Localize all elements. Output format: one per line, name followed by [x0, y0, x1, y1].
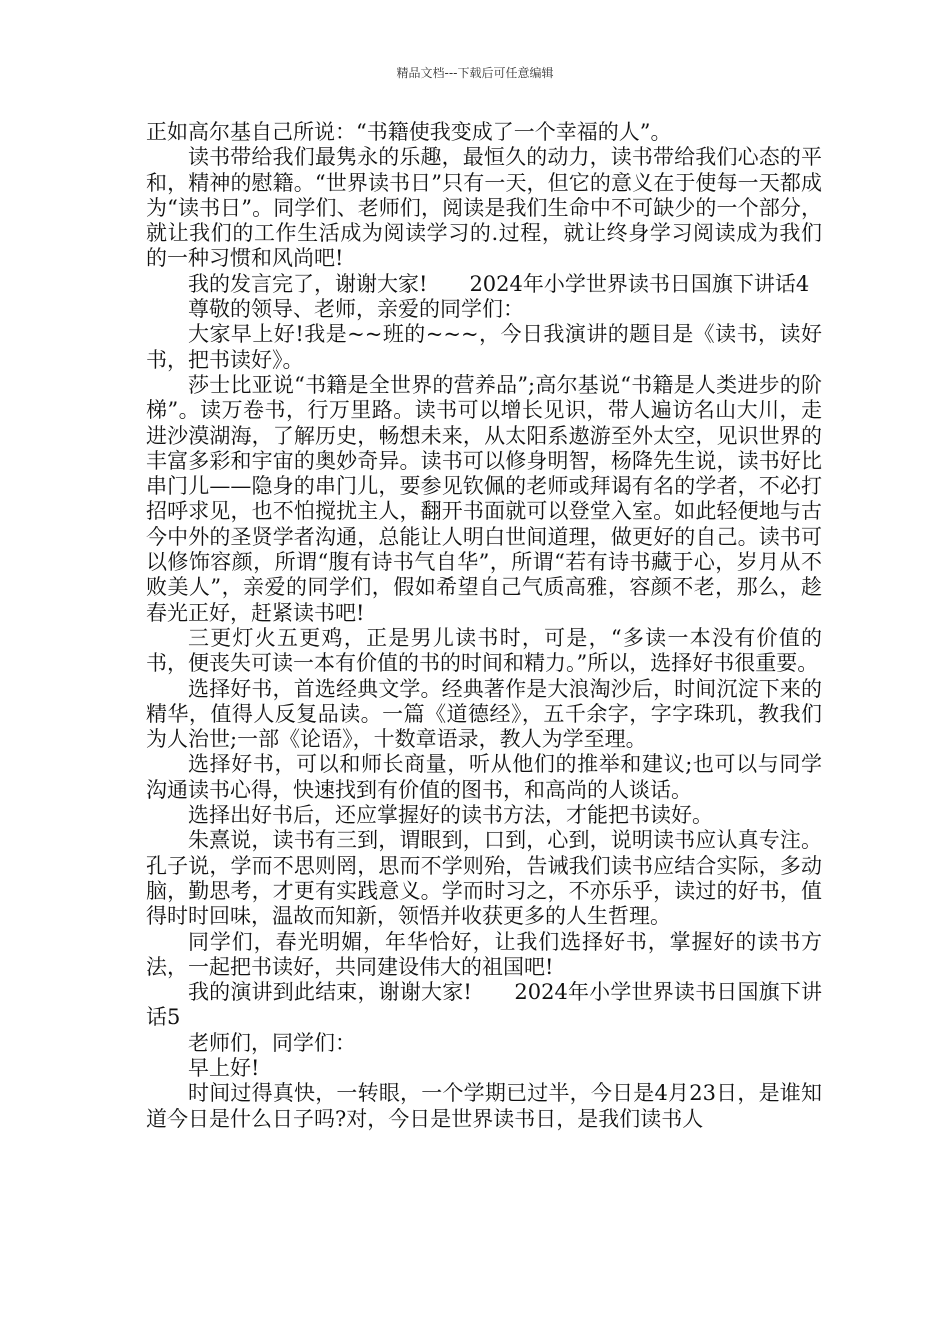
- paragraph: 选择好书，可以和师长商量，听从他们的推举和建议;也可以与同学沟通读书心得，快速找到有价值的图书，和高尚的人谈话。: [146, 752, 822, 802]
- paragraph: 朱熹说，读书有三到，谓眼到，口到，心到，说明读书应认真专注。孔子说，学而不思则罔，思而不学则殆，告诫我们读书应结合实际，多动脑，勤思考，才更有实践意义。学而时习之，不亦乐乎，读过的好书，值得时时回味，温故而知新，领悟并收获更多的人生哲理。: [146, 828, 822, 929]
- paragraph: 我的发言完了，谢谢大家! 2024年小学世界读书日国旗下讲话4: [188, 271, 810, 296]
- paragraph: 选择出好书后，还应掌握好的读书方法，才能把书读好。: [188, 803, 713, 828]
- paragraph: 正如高尔基自己所说：“书籍使我变成了一个幸福的人”。: [146, 120, 672, 144]
- paragraph: 大家早上好!我是~~班的~~~，今日我演讲的题目是《读书，读好书，把书读好》。: [146, 322, 822, 372]
- paragraph: 读书带给我们最隽永的乐趣，最恒久的动力，读书带给我们心态的平和，精神的慰籍。“世界读书日”只有一天，但它的意义在于使每一天都成为“读书日”。同学们、老师们，阅读是我们生命中不可缺少的一个部分，就让我们的工作生活成为阅读学习的.过程，就让终身学习阅读成为我们的一种习惯和风尚吧!: [146, 145, 822, 271]
- paragraph: 莎士比亚说“书籍是全世界的营养品”;高尔基说“书籍是人类进步的阶梯”。读万卷书，行万里路。读书可以增长见识，带人遍访名山大川，走进沙漠湖海，了解历史，畅想未来，从太阳系遨游至外太空，见识世界的丰富多彩和宇宙的奥妙奇异。读书可以修身明智，杨降先生说，读书好比串门儿——隐身的串门儿，要参见钦佩的老师或拜谒有名的学者，不必打招呼求见，也不怕搅扰主人，翻开书面就可以登堂入室。如此轻便地与古今中外的圣贤学者沟通，总能让人明白世间道理，做更好的自己。读书可以修饰容颜，所谓“腹有诗书气自华”，所谓“若有诗书藏于心，岁月从不败美人”，亲爱的同学们，假如希望自己气质高雅，容颜不老，那么，趁春光正好，赶紧读书吧!: [146, 372, 822, 625]
- paragraph: 我的演讲到此结束，谢谢大家! 2024年小学世界读书日国旗下讲话5: [146, 980, 822, 1030]
- paragraph: 选择好书，首选经典文学。经典著作是大浪淘沙后，时间沉淀下来的精华，值得人反复品读。一篇《道德经》，五千余字，字字珠玑，教我们为人治世;一部《论语》，十数章语录，教人为学至理。: [146, 676, 822, 752]
- paragraph: 时间过得真快，一转眼，一个学期已过半，今日是4月23日，是谁知道今日是什么日子吗?对，今日是世界读书日，是我们读书人: [146, 1081, 822, 1131]
- paragraph: 早上好!: [188, 1055, 260, 1080]
- paragraph: 三更灯火五更鸡，正是男儿读书时，可是，“多读一本没有价值的书，便丧失可读一本有价值的书的时间和精力。”所以，选择好书很重要。: [146, 625, 822, 676]
- page-header: 精品文档---下载后可任意编辑: [396, 66, 554, 80]
- paragraph: 尊敬的领导、老师，亲爱的同学们：: [188, 297, 524, 322]
- paragraph: 同学们，春光明媚，年华恰好，让我们选择好书，掌握好的读书方法，一起把书读好，共同建设伟大的祖国吧!: [146, 929, 822, 979]
- document-body: [146, 120, 822, 1132]
- paragraph: 老师们，同学们：: [188, 1030, 356, 1055]
